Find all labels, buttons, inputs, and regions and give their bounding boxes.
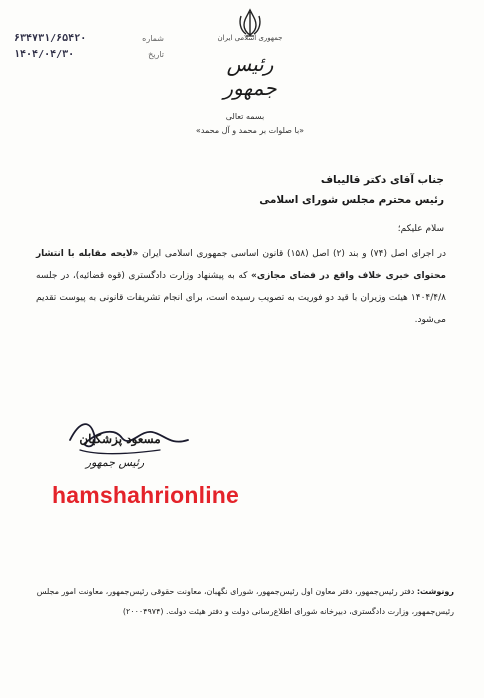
letter-date-label: تاریخ [148, 49, 164, 59]
recipient-title: رئیس محترم مجلس شورای اسلامی [259, 194, 444, 206]
letter-date-row [14, 46, 164, 62]
source-watermark: hamshahrionline [52, 482, 240, 508]
copy-recipients [24, 582, 454, 622]
greeting: سلام علیکم؛ [397, 224, 444, 234]
salawat: «با صلوات بر محمد و آل محمد» [195, 126, 305, 135]
cc-label: رونوشت: [416, 587, 454, 596]
signatory-title: رئیس جمهور [85, 456, 145, 469]
body-part-1: در اجرای اصل (۷۴) و بند (۲) اصل (۱۵۸) قانون اساسی جمهوری اسلامی ایران [138, 249, 447, 259]
recipient-name: جناب آقای دکتر قالیباف [320, 174, 444, 186]
bill-title: «لایحه مقابله با انتشار محتوای خبری خلاف واقع در فضای مجازی» [36, 249, 446, 281]
letter-body [36, 243, 446, 331]
country-name: جمهوری اسلامی ایران [217, 34, 283, 42]
office-title: رئیس جمهور [223, 52, 277, 100]
letter-date-value: ۱۴۰۴/۰۴/۳۰ [14, 48, 75, 60]
signatory-name: مسعود پزشکیان [79, 432, 161, 446]
recipient-block [144, 170, 444, 210]
bismillah: بسمه تعالی [225, 112, 265, 121]
body-part-2: که به پیشنهاد وزارت دادگستری (قوه قضائیه)، در جلسه ۱۴۰۴/۴/۸ هیئت وزیران با قید دو فوریت به تصویب رسیده است، برای انجام تشریفات قانونی به پیوست تقدیم می‌شود. [36, 271, 446, 325]
letter-metadata [14, 30, 164, 62]
letter-number-label: شماره [142, 33, 164, 43]
cc-text: دفتر رئیس‌جمهور، دفتر معاون اول رئیس‌جمهور، شورای نگهبان، معاونت حقوقی رئیس‌جمهور، معاونت امور مجلس رئیس‌جمهور، وزارت دادگستری، دبیرخانه شورای اطلاع‌رسانی دولت و دفتر هیئت دولت. (۲۰۰۰۴۹۷۴) [36, 587, 454, 616]
letter-number-row [14, 30, 164, 46]
letter-number-value: ۶۳۴۷۳۱/۶۵۴۲۰ [14, 32, 87, 44]
